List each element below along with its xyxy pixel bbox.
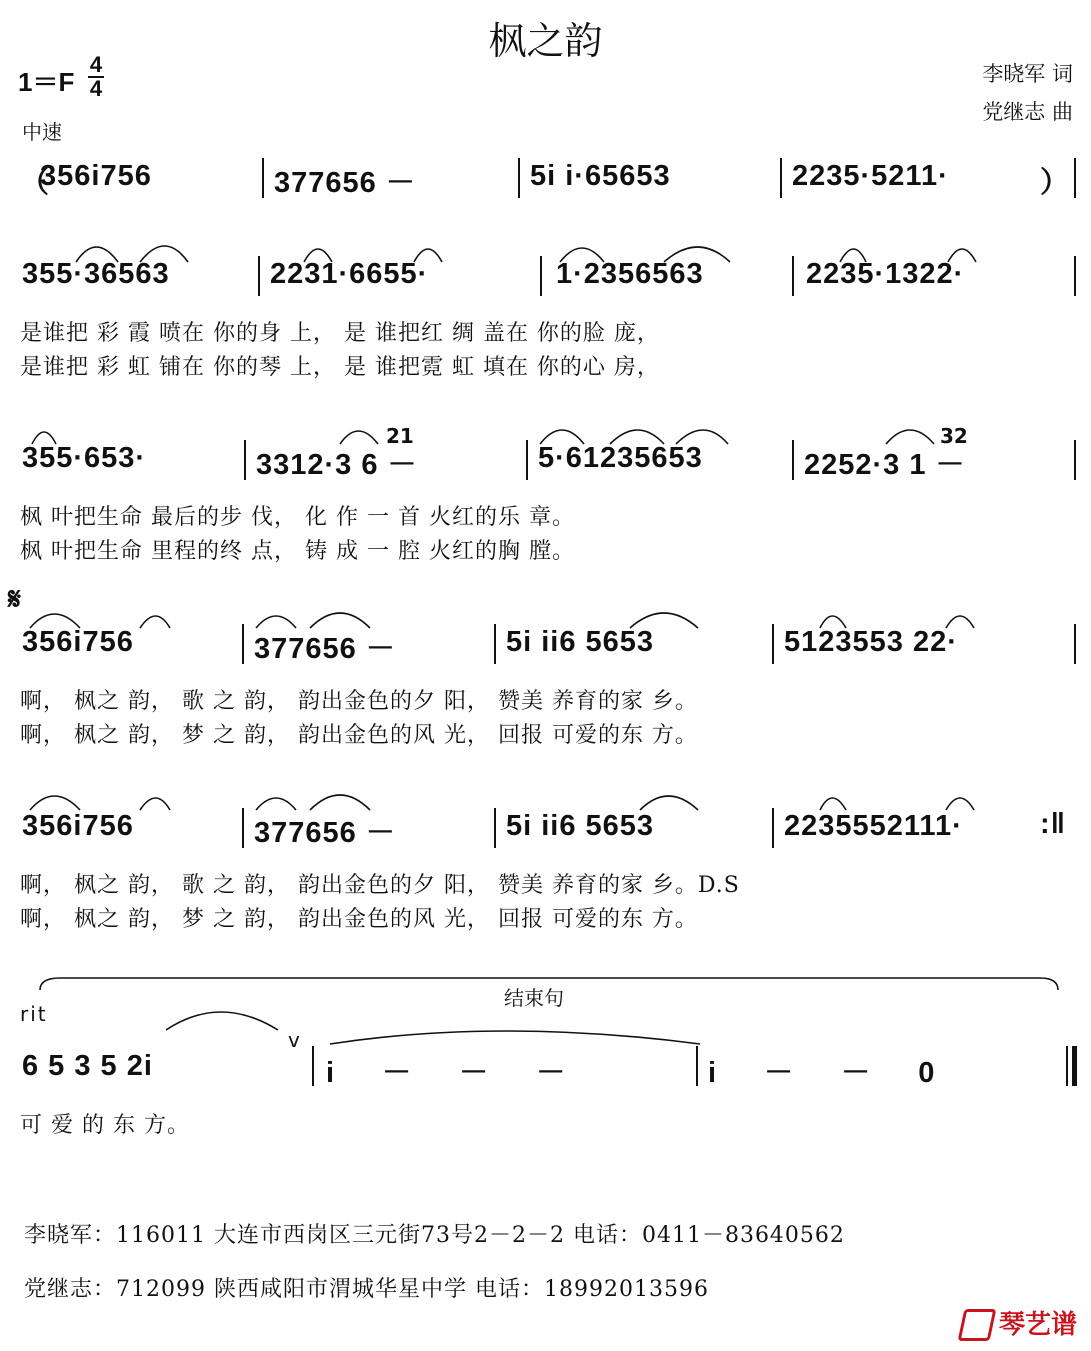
barline (696, 1046, 698, 1086)
intro-measure: 2235·5211· (792, 160, 949, 192)
lyric-line: 可 爱 的 东 方。 (20, 1113, 190, 1138)
barline (792, 256, 794, 296)
time-signature-top: 4 (89, 52, 103, 77)
verse-measure: 1·2356563 (556, 258, 704, 290)
barline (258, 256, 260, 296)
lyric-line: 啊， 枫之 韵， 歌 之 韵， 韵出金色的夕 阳， 赞美 养育的家 乡。 (20, 689, 698, 714)
lyric-line: 是谁把 彩 霞 喷在 你的身 上， 是 谁把红 绸 盖在 你的脸 庞， (20, 321, 660, 346)
barline (518, 158, 520, 198)
barline (494, 808, 496, 848)
breath-mark: v (288, 1028, 300, 1052)
barline (312, 1046, 314, 1086)
verse-measure: 355·36563 (22, 258, 170, 290)
chorus-measure: 356i756 (22, 626, 134, 658)
slur (256, 798, 296, 810)
ritardando-marking: rit (20, 1002, 48, 1026)
slur (310, 795, 370, 810)
barline (1074, 624, 1076, 664)
lyric-line: 是谁把 彩 虹 铺在 你的琴 上， 是 谁把霓 虹 填在 你的心 房， (20, 355, 660, 380)
coda-measure: i － － 0 (708, 1057, 936, 1089)
barline (1074, 158, 1076, 198)
barline (244, 440, 246, 480)
intro-open-paren: （ (20, 167, 51, 199)
tie (330, 1031, 700, 1044)
lyric-line: 啊， 枫之 韵， 梦 之 韵， 韵出金色的风 光， 回报 可爱的东 方。 (20, 723, 698, 748)
chorus-measure: 2235552111· (784, 810, 963, 842)
barline (1074, 440, 1076, 480)
repeat-end-sign: :‖ (1040, 808, 1067, 840)
barline (1074, 256, 1076, 296)
lyric-line: 啊， 枫之 韵， 歌 之 韵， 韵出金色的夕 阳， 赞美 养育的家 乡。D.S (20, 873, 740, 898)
barline (780, 158, 782, 198)
time-signature-bottom: 4 (89, 76, 103, 101)
tempo-marking: 中速 (22, 120, 62, 144)
key-signature: 1＝F (18, 67, 75, 97)
barline (494, 624, 496, 664)
verse-measure: 3312·3 6 － (256, 449, 418, 481)
lyric-line: 枫 叶把生命 最后的步 伐， 化 作 一 首 火红的乐 章。 (20, 505, 575, 530)
slur (640, 796, 698, 810)
chorus-measure: 5123553 22· (784, 626, 958, 658)
barline (792, 440, 794, 480)
lyric-line: 啊， 枫之 韵， 梦 之 韵， 韵出金色的风 光， 回报 可爱的东 方。 (20, 907, 698, 932)
intro-measure: 356i756 (40, 160, 152, 192)
intro-measure: 377656 － (274, 167, 416, 199)
verse-measure: 355·653· (22, 442, 147, 474)
barline (540, 256, 542, 296)
logo-text: 琴艺谱 (998, 1309, 1077, 1340)
slur (140, 798, 170, 810)
verse-measure: 2231·6655· (270, 258, 429, 290)
final-barline-thin (1066, 1046, 1068, 1086)
barline (262, 158, 264, 198)
chorus-measure: 5i ii6 5653 (506, 810, 655, 842)
final-barline-thick (1072, 1046, 1077, 1086)
barline (772, 808, 774, 848)
composer-credit: 党继志 曲 (982, 100, 1073, 124)
contact-lyricist: 李晓军：116011 大连市西岗区三元街73号2－2－2 电话：0411－83640562 (24, 1223, 845, 1248)
intro-measure: 5i i·65653 (530, 160, 671, 192)
site-logo (961, 1304, 1077, 1342)
coda-measure: i － － － (326, 1057, 567, 1089)
barline (526, 440, 528, 480)
slur (166, 1012, 278, 1030)
song-title: 枫之韵 (488, 19, 603, 63)
ending-label: 结束句 (504, 986, 564, 1010)
coda-measure: 6 5 3 5 2i (22, 1050, 153, 1082)
logo-mark-icon (958, 1309, 997, 1341)
chorus-measure: 377656 － (254, 633, 396, 665)
slur (140, 616, 170, 628)
segno-sign: 𝄋 (8, 582, 21, 617)
grace-notes: 32 (940, 424, 968, 448)
slur (946, 798, 974, 810)
verse-measure: 2252·3 1 － (804, 449, 966, 481)
chorus-measure: 356i756 (22, 810, 134, 842)
grace-notes: 21 (386, 424, 414, 448)
chorus-measure: 377656 － (254, 817, 396, 849)
slur (820, 798, 846, 810)
contact-composer: 党继志：712099 陕西咸阳市渭城华星中学 电话：18992013596 (24, 1277, 709, 1302)
lyricist-credit: 李晓军 词 (982, 62, 1073, 86)
chorus-measure: 5i ii6 5653 (506, 626, 655, 658)
verse-measure: 2235·1322· (806, 258, 965, 290)
verse-measure: 5·61235653 (538, 442, 703, 474)
barline (772, 624, 774, 664)
barline (242, 624, 244, 664)
lyric-line: 枫 叶把生命 里程的终 点， 铸 成 一 腔 火红的胸 膛。 (20, 539, 575, 564)
barline (242, 808, 244, 848)
slur (30, 796, 80, 810)
intro-close-paren: ） (1040, 167, 1071, 199)
